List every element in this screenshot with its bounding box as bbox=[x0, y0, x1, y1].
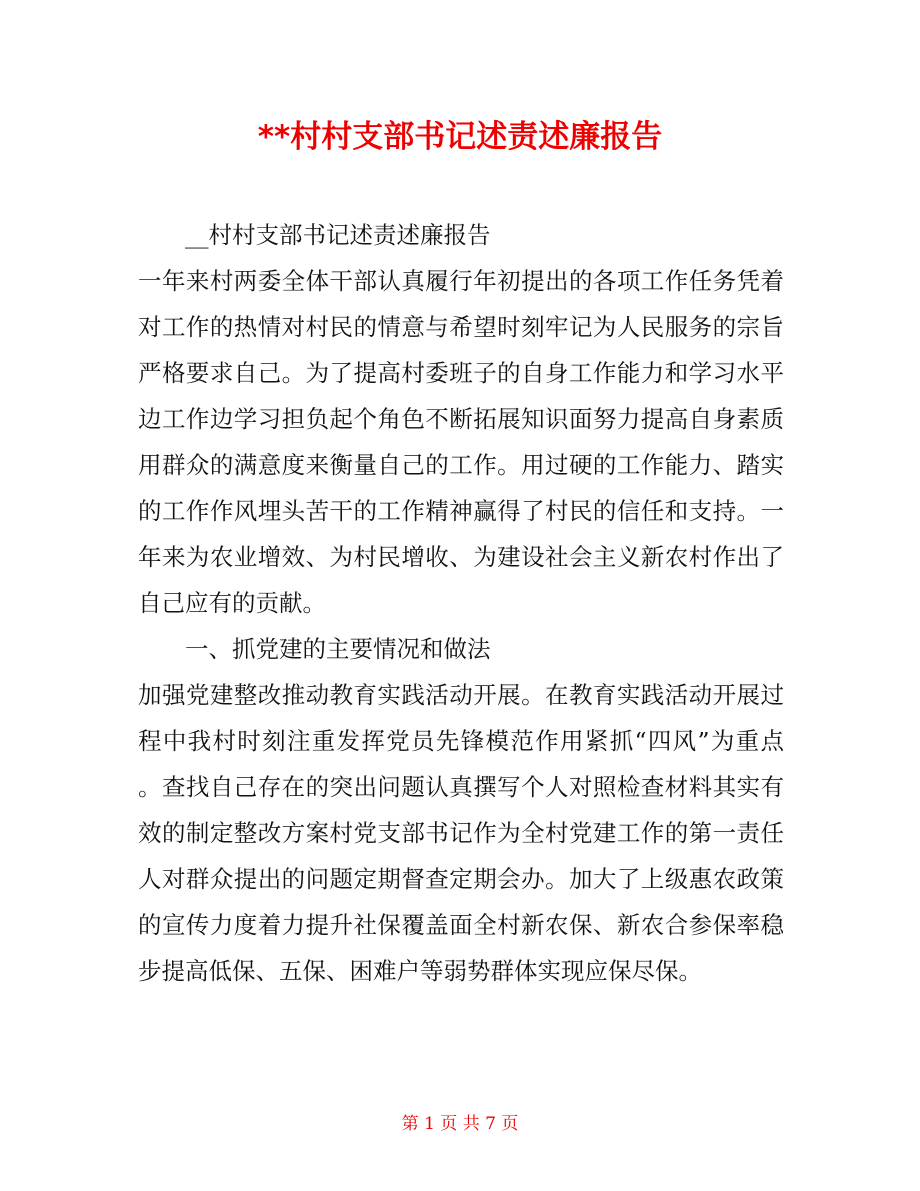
paragraph-line: 一年来村两委全体干部认真履行年初提出的各项工作任务凭着 bbox=[138, 267, 784, 295]
paragraph-line: 年来为农业增效、为村民增收、为建设社会主义新农村作出了 bbox=[138, 543, 784, 571]
paragraph-line: 边工作边学习担负起个角色不断拓展知识面努力提高自身素质 bbox=[138, 405, 784, 433]
paragraph-line: 。查找自己存在的突出问题认真撰写个人对照检查材料其实有 bbox=[138, 773, 784, 801]
paragraph-line: 人对群众提出的问题定期督查定期会办。加大了上级惠农政策 bbox=[138, 865, 784, 893]
paragraph-line: 加强党建整改推动教育实践活动开展。在教育实践活动开展过 bbox=[138, 681, 784, 709]
paragraph-line: 程中我村时刻注重发挥党员先锋模范作用紧抓“四风”为重点 bbox=[138, 727, 784, 755]
paragraph-line: 自己应有的贡献。 bbox=[138, 589, 326, 617]
paragraph-line: 的工作作风埋头苦干的工作精神赢得了村民的信任和支持。一 bbox=[138, 497, 784, 525]
paragraph-line: 对工作的热情对村民的情意与希望时刻牢记为人民服务的宗旨 bbox=[138, 313, 784, 341]
paragraph-line: 效的制定整改方案村党支部书记作为全村党建工作的第一责任 bbox=[138, 819, 784, 847]
document-body bbox=[138, 212, 784, 994]
paragraph-line: 严格要求自己。为了提高村委班子的自身工作能力和学习水平 bbox=[138, 359, 784, 387]
paragraph-line: 步提高低保、五保、困难户等弱势群体实现应保尽保。 bbox=[138, 957, 702, 985]
paragraph-line: 的宣传力度着力提升社保覆盖面全村新农保、新农合参保率稳 bbox=[138, 911, 784, 939]
section-heading: 一、抓党建的主要情况和做法 bbox=[185, 635, 491, 663]
paragraph-line: 用群众的满意度来衡量自己的工作。用过硬的工作能力、踏实 bbox=[138, 451, 784, 479]
subtitle-line: __村村支部书记述责述廉报告 bbox=[185, 221, 491, 249]
page-footer: 第 1 页 共 7 页 bbox=[401, 1114, 519, 1134]
document-title: **村村支部书记述责述廉报告 bbox=[257, 119, 663, 155]
